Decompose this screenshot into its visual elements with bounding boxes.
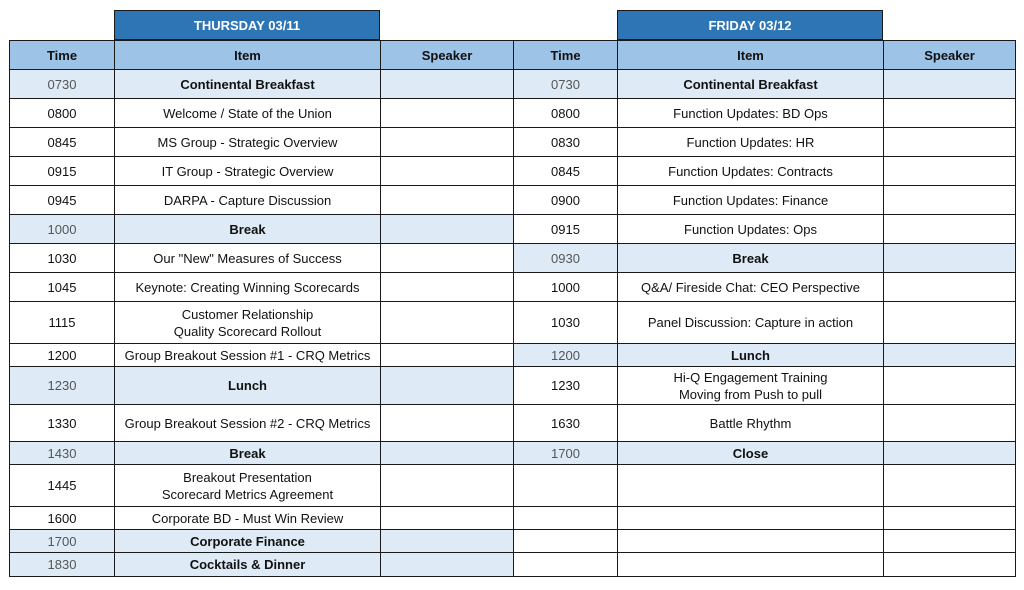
fri-item-line: Function Updates: Contracts (668, 163, 833, 179)
thursday-title: THURSDAY 03/11 (193, 17, 301, 33)
fri-item-cell (618, 244, 884, 273)
thu-speaker-cell (381, 244, 514, 273)
thu-speaker-cell (381, 302, 514, 344)
fri-item-line: Function Updates: Finance (672, 192, 829, 208)
fri-item-line: Function Updates: Ops (684, 221, 817, 237)
fri-empty-cell (618, 530, 884, 553)
thu-item-line: MS Group - Strategic Overview (157, 134, 338, 150)
thu-item-line: Our "New" Measures of Success (153, 250, 342, 266)
table-row (10, 99, 1016, 128)
thu-item-header: Item (115, 41, 381, 70)
table-row (10, 530, 1016, 553)
thu-time-header: Time (10, 41, 115, 70)
thu-item-line: Customer Relationship (181, 306, 314, 322)
fri-speaker-header: Speaker (884, 41, 1016, 70)
fri-item-cell (618, 273, 884, 302)
fri-item-cell (618, 405, 884, 442)
thu-item-line: Lunch (228, 378, 267, 393)
fri-time-cell: 1230 (514, 367, 618, 405)
fri-speaker-cell (884, 405, 1016, 442)
fri-speaker-cell (884, 99, 1016, 128)
thu-item-line: Group Breakout Session #2 - CRQ Metrics (124, 415, 371, 431)
fri-item-cell (618, 128, 884, 157)
fri-empty-cell (514, 530, 618, 553)
thu-item-line: Scorecard Metrics Agreement (161, 486, 334, 502)
fri-item-cell (618, 302, 884, 344)
table-row (10, 553, 1016, 577)
fri-speaker-cell (884, 186, 1016, 215)
fri-speaker-cell (884, 367, 1016, 405)
fri-item-line: Break (732, 250, 769, 266)
thu-item-line: Break (229, 221, 266, 237)
fri-time-cell: 0830 (514, 128, 618, 157)
fri-item-cell (618, 70, 884, 99)
thu-speaker-cell (381, 344, 514, 367)
fri-speaker-cell (884, 507, 1016, 530)
fri-item-line: Hi-Q Engagement Training (673, 369, 828, 385)
thu-time-cell: 1045 (10, 273, 115, 302)
thu-speaker-cell (381, 405, 514, 442)
thu-time-cell: 1430 (10, 442, 115, 465)
thu-speaker-cell (381, 465, 514, 507)
fri-empty-cell (514, 507, 618, 530)
friday-title: FRIDAY 03/12 (708, 17, 792, 33)
fri-item-cell (618, 442, 884, 465)
thu-item-line: Break (229, 445, 266, 461)
thu-item-cell (115, 215, 381, 244)
fri-time-cell: 0915 (514, 215, 618, 244)
fri-empty-cell (514, 465, 618, 507)
fri-speaker-cell (884, 302, 1016, 344)
table-row (10, 442, 1016, 465)
fri-speaker-cell (884, 344, 1016, 367)
fri-item-line: Moving from Push to pull (678, 386, 823, 402)
fri-empty-cell (618, 553, 884, 577)
thu-speaker-cell (381, 507, 514, 530)
thu-speaker-cell (381, 70, 514, 99)
thu-item-cell (115, 553, 381, 577)
fri-item-cell (618, 215, 884, 244)
fri-item-line: Continental Breakfast (683, 76, 818, 92)
thu-speaker-cell (381, 553, 514, 577)
table-row (10, 215, 1016, 244)
fri-time-header: Time (514, 41, 618, 70)
thu-item-line: Group Breakout Session #1 - CRQ Metrics (124, 347, 371, 363)
table-row (10, 405, 1016, 442)
friday-header (617, 10, 883, 40)
fri-speaker-cell (884, 128, 1016, 157)
fri-item-line: Battle Rhythm (709, 415, 792, 431)
table-row (10, 367, 1016, 405)
thu-item-cell (115, 405, 381, 442)
thu-item-line: IT Group - Strategic Overview (161, 163, 334, 179)
fri-speaker-cell (884, 273, 1016, 302)
fri-empty-cell (618, 465, 884, 507)
thu-speaker-cell (381, 215, 514, 244)
fri-item-line: Function Updates: HR (686, 134, 815, 150)
thu-time-cell: 1830 (10, 553, 115, 577)
table-row (10, 465, 1016, 507)
table-row (10, 273, 1016, 302)
thu-item-cell (115, 186, 381, 215)
table-row (10, 244, 1016, 273)
thu-time-cell: 1030 (10, 244, 115, 273)
fri-item-header: Item (618, 41, 884, 70)
fri-speaker-cell (884, 530, 1016, 553)
thu-time-cell: 1445 (10, 465, 115, 507)
thu-time-cell: 1330 (10, 405, 115, 442)
table-row (10, 157, 1016, 186)
fri-time-cell: 1200 (514, 344, 618, 367)
fri-speaker-cell (884, 215, 1016, 244)
fri-item-cell (618, 186, 884, 215)
thu-time-cell: 1700 (10, 530, 115, 553)
thu-item-line: Corporate Finance (190, 533, 305, 549)
thu-speaker-cell (381, 530, 514, 553)
thu-time-cell: 1000 (10, 215, 115, 244)
thu-item-cell (115, 367, 381, 405)
fri-item-line: Q&A/ Fireside Chat: CEO Perspective (641, 279, 860, 295)
thu-item-cell (115, 99, 381, 128)
fri-speaker-cell (884, 442, 1016, 465)
fri-time-cell: 1030 (514, 302, 618, 344)
table-row (10, 507, 1016, 530)
fri-item-line: Panel Discussion: Capture in action (647, 315, 854, 330)
thu-time-cell: 1600 (10, 507, 115, 530)
thu-item-cell (115, 157, 381, 186)
fri-empty-cell (514, 553, 618, 577)
fri-speaker-cell (884, 157, 1016, 186)
thu-item-cell (115, 442, 381, 465)
fri-time-cell: 0800 (514, 99, 618, 128)
thu-item-cell (115, 244, 381, 273)
fri-item-cell (618, 344, 884, 367)
agenda-table (9, 40, 1016, 577)
thu-item-line: Welcome / State of the Union (163, 105, 332, 121)
fri-item-cell (618, 367, 884, 405)
thu-item-cell (115, 128, 381, 157)
thu-time-cell: 1230 (10, 367, 115, 405)
thu-item-cell (115, 70, 381, 99)
thu-time-cell: 0800 (10, 99, 115, 128)
fri-speaker-cell (884, 553, 1016, 577)
thu-item-line: Continental Breakfast (180, 76, 315, 92)
table-row (10, 128, 1016, 157)
fri-item-cell (618, 99, 884, 128)
thu-item-line: Keynote: Creating Winning Scorecards (135, 279, 360, 295)
fri-item-line: Lunch (731, 347, 770, 363)
thu-speaker-cell (381, 186, 514, 215)
fri-item-line: Close (732, 445, 769, 461)
thu-time-cell: 0730 (10, 70, 115, 99)
thu-item-cell (115, 465, 381, 507)
fri-speaker-cell (884, 465, 1016, 507)
fri-time-cell: 0900 (514, 186, 618, 215)
table-row (10, 344, 1016, 367)
table-row (10, 302, 1016, 344)
fri-time-cell: 0730 (514, 70, 618, 99)
fri-time-cell: 1700 (514, 442, 618, 465)
thu-speaker-cell (381, 367, 514, 405)
fri-time-cell: 1630 (514, 405, 618, 442)
thu-time-cell: 1200 (10, 344, 115, 367)
thu-item-line: DARPA - Capture Discussion (163, 192, 332, 208)
fri-time-cell: 0930 (514, 244, 618, 273)
thu-item-line: Breakout Presentation (183, 469, 312, 485)
column-header-row (10, 41, 1016, 70)
thu-speaker-cell (381, 273, 514, 302)
thu-item-cell (115, 507, 381, 530)
thu-time-cell: 1115 (10, 302, 115, 344)
thu-item-line: Corporate BD - Must Win Review (151, 510, 344, 526)
fri-time-cell: 0845 (514, 157, 618, 186)
fri-empty-cell (618, 507, 884, 530)
thu-item-line: Quality Scorecard Rollout (173, 323, 322, 339)
thu-speaker-cell (381, 157, 514, 186)
fri-speaker-cell (884, 70, 1016, 99)
fri-item-line: Function Updates: BD Ops (673, 105, 828, 121)
thu-speaker-header: Speaker (381, 41, 514, 70)
table-row (10, 186, 1016, 215)
thu-time-cell: 0945 (10, 186, 115, 215)
thu-item-cell (115, 344, 381, 367)
thu-time-cell: 0845 (10, 128, 115, 157)
thursday-header (114, 10, 380, 40)
thu-speaker-cell (381, 442, 514, 465)
fri-speaker-cell (884, 244, 1016, 273)
thu-speaker-cell (381, 128, 514, 157)
fri-item-cell (618, 157, 884, 186)
fri-time-cell: 1000 (514, 273, 618, 302)
table-row (10, 70, 1016, 99)
thu-item-cell (115, 273, 381, 302)
thu-item-cell (115, 530, 381, 553)
thu-item-cell (115, 302, 381, 344)
thu-speaker-cell (381, 99, 514, 128)
thu-time-cell: 0915 (10, 157, 115, 186)
thu-item-line: Cocktails & Dinner (189, 557, 306, 572)
